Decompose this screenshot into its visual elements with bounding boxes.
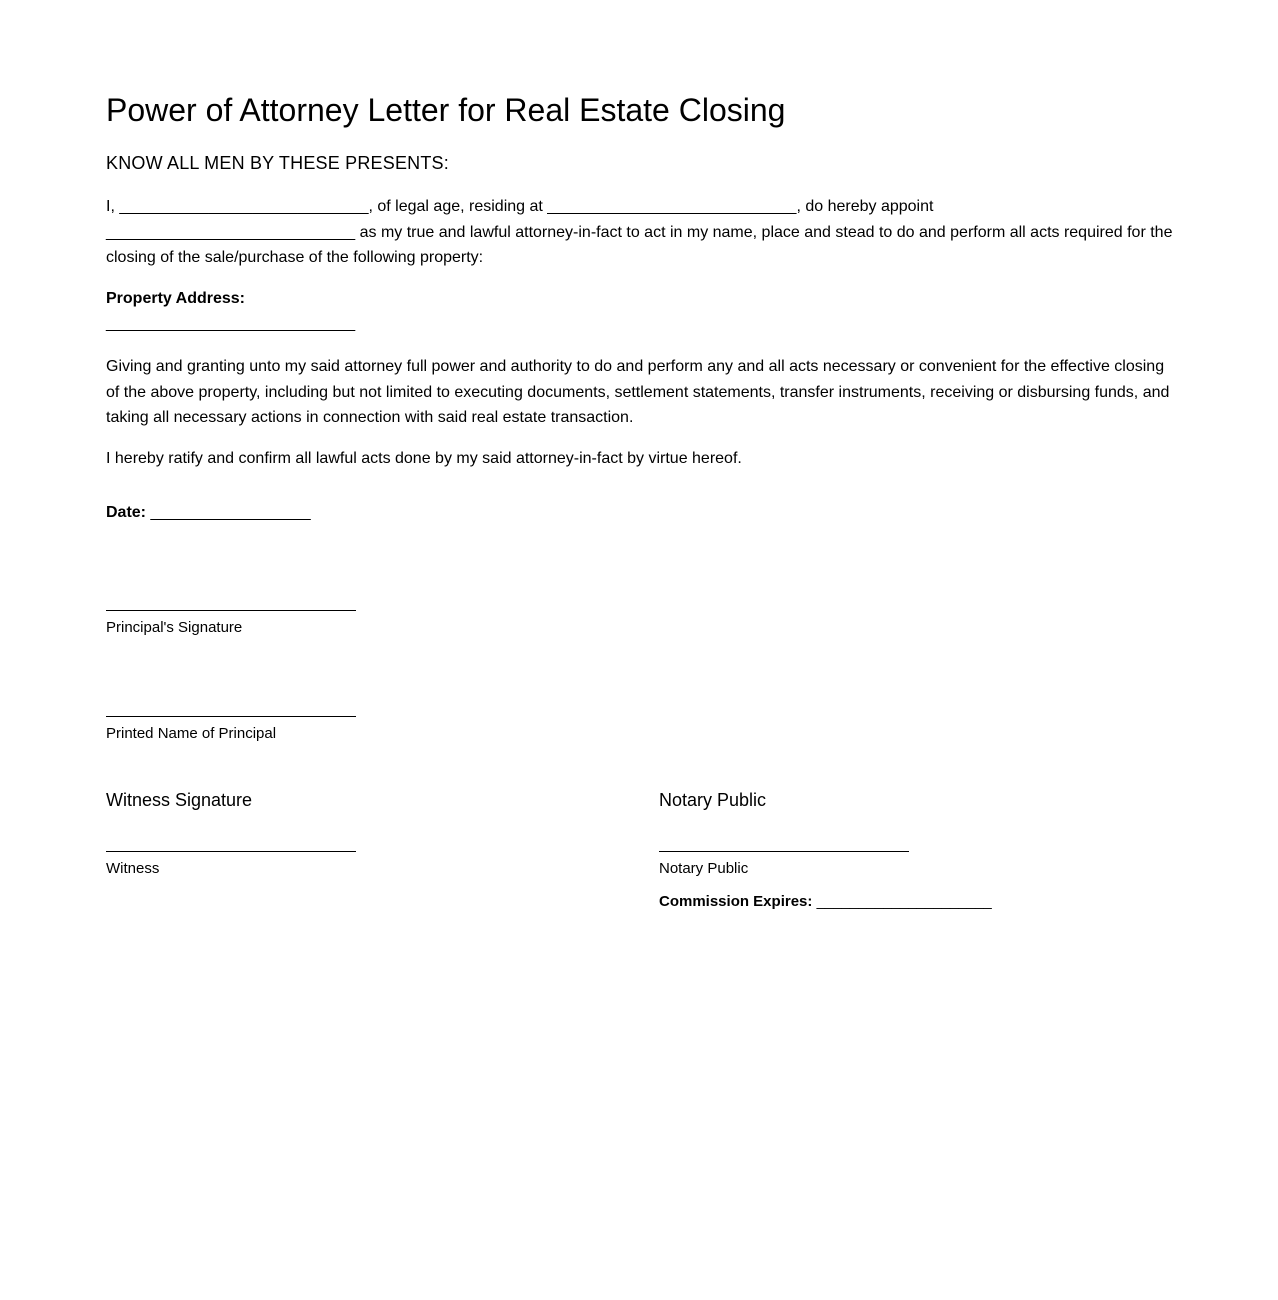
attorney-name-blank[interactable]: ____________________________ (106, 223, 356, 241)
date-blank[interactable]: __________________ (150, 504, 311, 521)
commission-expires-label: Commission Expires: (659, 893, 813, 910)
date-row (106, 503, 311, 523)
notary-signature-block (659, 851, 909, 878)
principal-signature-block (106, 610, 356, 637)
appointment-text-1: I, (106, 198, 120, 215)
document-title: Power of Attorney Letter for Real Estate Closing (106, 92, 786, 128)
appointment-text-3: , do hereby appoint (796, 198, 934, 215)
notary-label: Notary Public (659, 860, 749, 877)
printed-name-line[interactable] (106, 716, 356, 717)
principal-name-blank[interactable]: ____________________________ (119, 198, 369, 215)
principal-signature-line[interactable] (106, 610, 356, 611)
appointment-text-2: , of legal age, residing at (368, 198, 548, 215)
commission-expires-row (659, 893, 992, 911)
witness-heading: Witness Signature (106, 790, 253, 810)
powers-paragraph: Giving and granting unto my said attorney full power and authority to do and perform any and all acts necessary or convenient for the effective closing of the above property, including but not limited to executing documents, settlement statements, transfer instruments, receiving or disbursing funds, and taking all necessary actions in connection with said real estate transaction. (106, 358, 1170, 426)
witness-label: Witness (106, 860, 160, 877)
property-address-blank[interactable]: ____________________________ (106, 315, 356, 332)
property-address-label: Property Address: (106, 290, 245, 307)
commission-expires-blank[interactable]: _____________________ (816, 893, 992, 910)
notary-signature-line[interactable] (659, 851, 909, 852)
printed-name-label: Printed Name of Principal (106, 725, 277, 742)
principal-address-blank[interactable]: ____________________________ (547, 198, 797, 215)
notary-heading: Notary Public (659, 790, 767, 810)
witness-signature-line[interactable] (106, 851, 356, 852)
principal-signature-label: Principal's Signature (106, 619, 243, 636)
witness-signature-block (106, 851, 356, 878)
appointment-text-4: as my true and lawful attorney-in-fact to act in my name, place and stead to do and perform all acts required for the closing of the sale/purchase of the following property: (106, 223, 1173, 266)
printed-name-block (106, 716, 356, 743)
preamble-heading: KNOW ALL MEN BY THESE PRESENTS: (106, 153, 449, 173)
appointment-paragraph (106, 194, 1178, 271)
ratification-paragraph: I hereby ratify and confirm all lawful acts done by my said attorney-in-fact by virtue hereof. (106, 450, 742, 467)
date-label: Date: (106, 504, 147, 521)
